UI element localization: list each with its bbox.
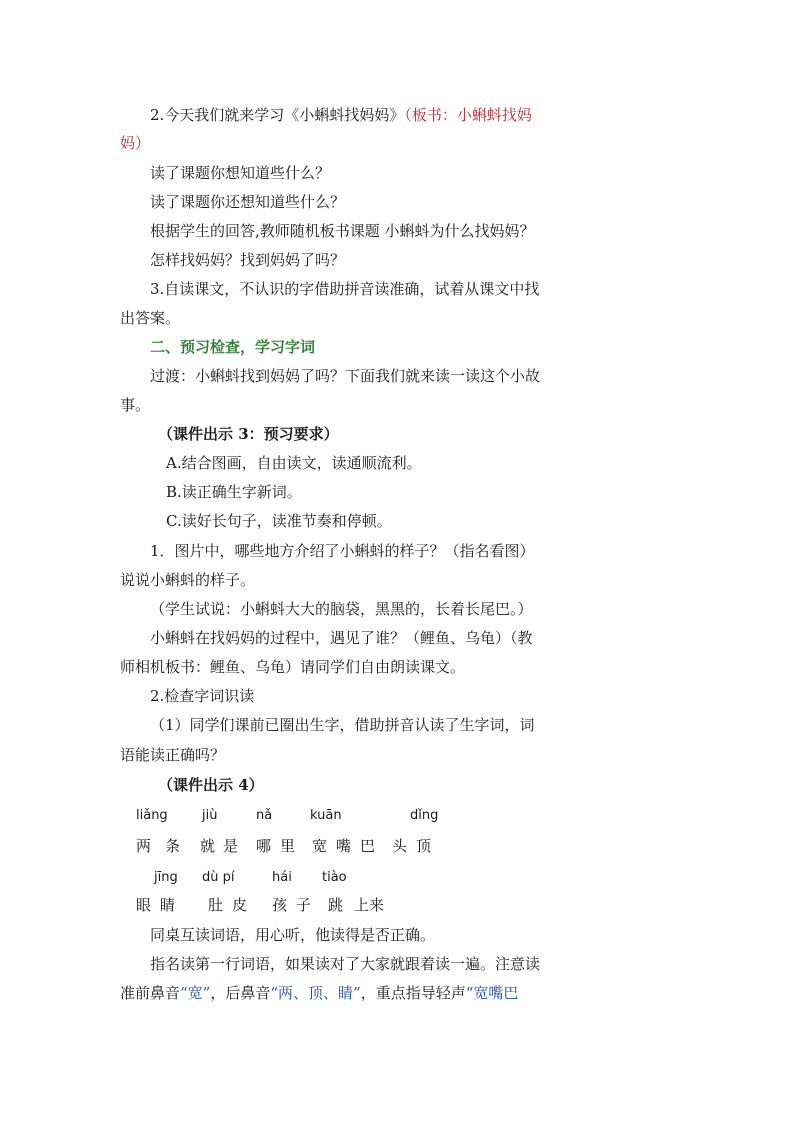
hanzi-kuan: 宽 <box>312 837 328 855</box>
hanzi-tiao: 条 <box>165 837 181 855</box>
text-line-1 <box>150 105 532 125</box>
back-nasal-words: “两、顶、睛” <box>270 984 361 1002</box>
hanzi-tiao2: 跳 <box>328 896 344 914</box>
hanzi-pi: 皮 <box>232 896 248 914</box>
hanzi-liang: 两 <box>136 837 152 855</box>
pinyin-hai: hái <box>272 870 292 885</box>
board-note-cont: 妈） <box>120 134 151 152</box>
text-line-3: 读了课题你还想知道些什么？ <box>150 193 346 211</box>
section-heading: 二、预习检查，学习字词 <box>150 338 316 356</box>
hanzi-yan: 眼 <box>136 896 152 914</box>
text-line-14: 师相机板书：鲤鱼、乌龟）请同学们自由朗读课文。 <box>120 658 466 676</box>
pinyin-liang: liǎng <box>136 808 168 823</box>
hanzi-li: 里 <box>280 837 296 855</box>
text-line-2: 读了课题你想知道些什么？ <box>150 164 331 182</box>
text-line-5: 怎样找妈妈？找到妈妈了吗？ <box>150 251 346 269</box>
pinyin-jiu: jiù <box>202 808 218 823</box>
hanzi-zui: 嘴 <box>336 837 352 855</box>
neutral-tone-label: ，重点指导轻声 <box>360 984 466 1002</box>
back-nasal-label: ，后鼻音 <box>210 984 271 1002</box>
pinyin-tiao: tiào <box>322 870 347 885</box>
text-line-6: 3.自读课文，不认识的字借助拼音读准确，试着从课文中找 <box>150 280 540 298</box>
hanzi-du: 肚 <box>208 896 224 914</box>
pinyin-jing: jīng <box>154 870 178 885</box>
text-line-13: 小蝌蚪在找妈妈的过程中，遇见了谁？（鲤鱼、乌龟）（教 <box>150 629 533 647</box>
hanzi-tou: 头 <box>392 837 408 855</box>
text-line-8: 过渡：小蝌蚪找到妈妈了吗？下面我们就来读一读这个小故 <box>150 367 541 385</box>
neutral-tone-words: “宽嘴巴 <box>465 984 519 1002</box>
text-line-10: 1．图片中，哪些地方介绍了小蝌蚪的样子？（指名看图） <box>150 542 535 560</box>
pinyin-ding: dǐng <box>410 808 439 823</box>
courseware-4-label: （课件出示 4） <box>158 776 264 794</box>
text-line-18: 同桌互读词语，用心听，他读得是否正确。 <box>150 926 436 944</box>
hanzi-ba: 巴 <box>360 837 376 855</box>
front-nasal-label: 准前鼻音 <box>120 984 181 1002</box>
text-line-7: 出答案。 <box>120 309 181 327</box>
pinyin-dupi: dù pí <box>202 870 235 885</box>
requirement-c: C.读好长句子，读准节奏和停顿。 <box>166 512 392 530</box>
text-line-16: （1）同学们课前已圈出生字，借助拼音认读了生字词，词 <box>150 716 535 734</box>
courseware-3-label: （课件出示 3：预习要求） <box>158 425 339 443</box>
hanzi-jiu: 就 <box>200 837 216 855</box>
front-nasal-word: “宽” <box>180 984 211 1002</box>
text-line-11: 说说小蝌蚪的样子。 <box>120 571 256 589</box>
text-line-15: 2.检查字词识读 <box>150 687 255 705</box>
pinyin-na: nǎ <box>256 808 273 823</box>
board-note: （板书：小蝌蚪找妈 <box>404 106 532 124</box>
text-line-17: 语能读正确吗？ <box>120 746 226 764</box>
lesson-intro: 2.今天我们就来学习《小蝌蚪找妈妈》 <box>150 106 405 124</box>
text-line-4: 根据学生的回答,教师随机板书课题 小蝌蚪为什么找妈妈？ <box>150 222 535 240</box>
text-line-12: （学生试说：小蝌蚪大大的脑袋，黑黑的，长着长尾巴。） <box>150 600 533 618</box>
text-line-9: 事。 <box>120 396 151 414</box>
hanzi-hai: 孩 <box>272 896 288 914</box>
hanzi-shi: 是 <box>223 837 239 855</box>
requirement-b: B.读正确生字新词。 <box>166 483 302 501</box>
hanzi-jing: 睛 <box>160 896 176 914</box>
hanzi-ding: 顶 <box>416 837 432 855</box>
requirement-a: A.结合图画，自由读文，读通顺流利。 <box>166 454 422 472</box>
hanzi-shanglai: 上来 <box>354 896 385 914</box>
hanzi-zi: 子 <box>296 896 312 914</box>
text-line-20 <box>120 983 518 1003</box>
hanzi-na: 哪 <box>256 837 272 855</box>
text-line-19: 指名读第一行词语，如果读对了大家就跟着读一遍。注意读 <box>150 955 541 973</box>
pinyin-kuan: kuān <box>310 808 342 823</box>
